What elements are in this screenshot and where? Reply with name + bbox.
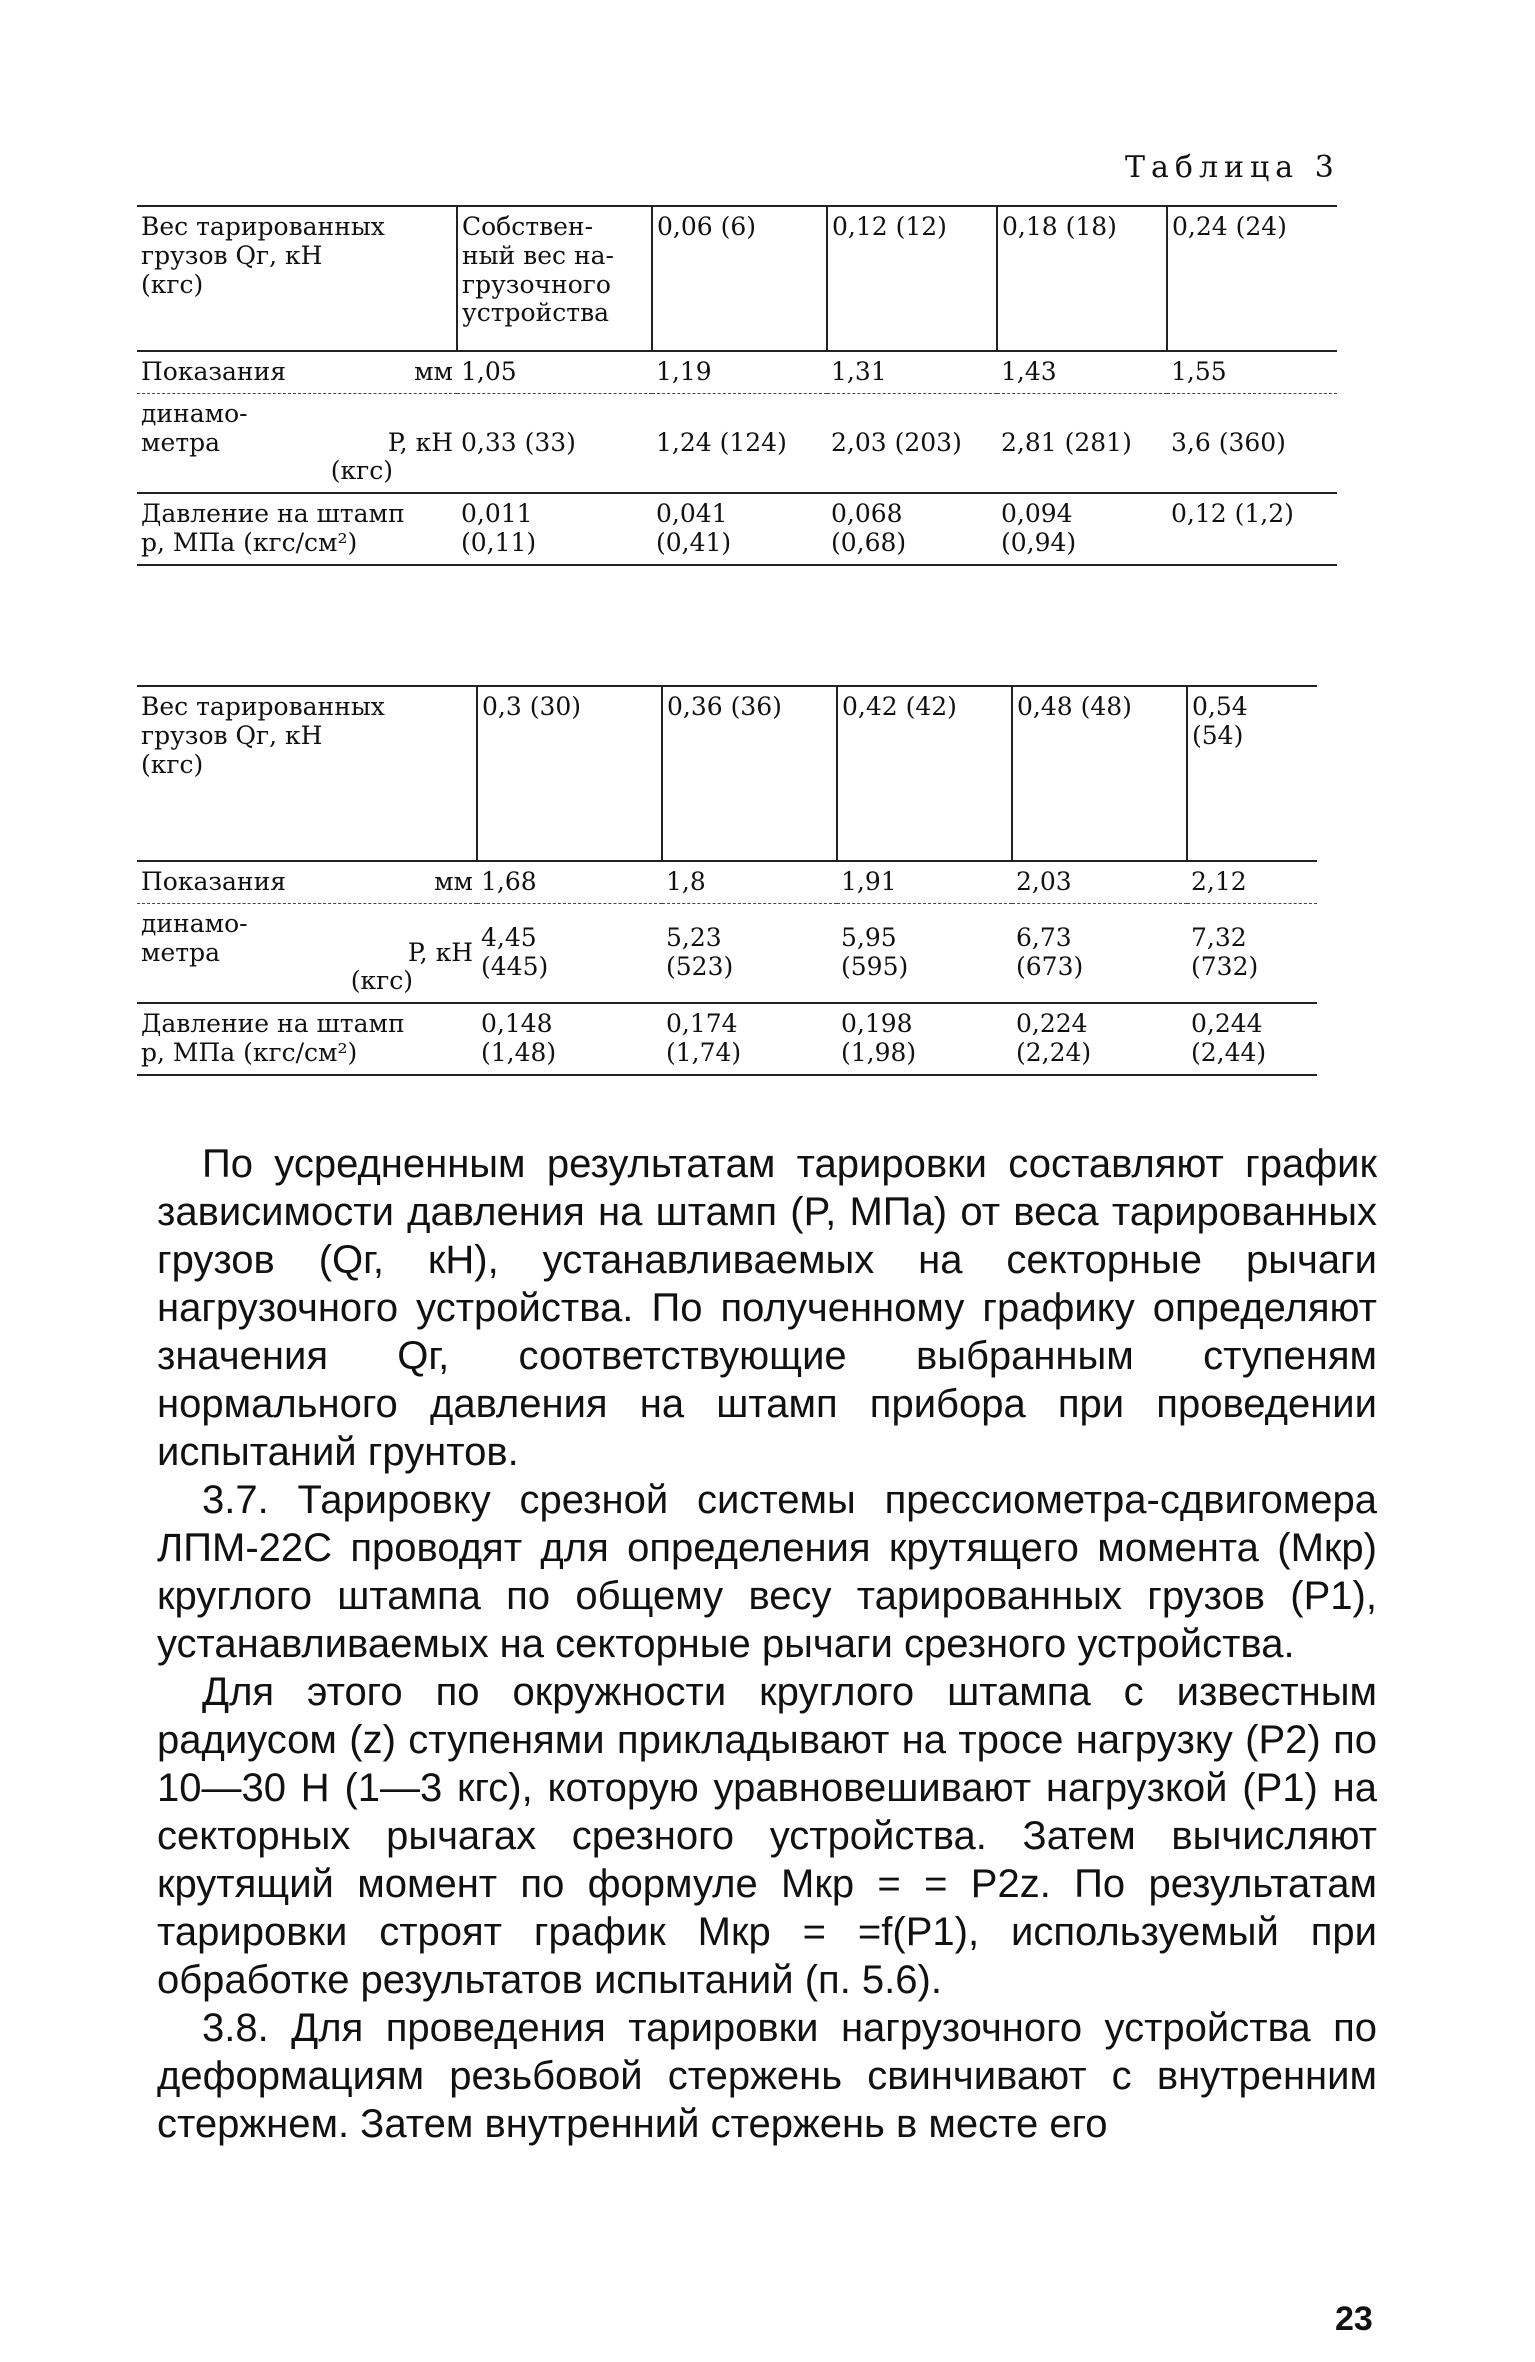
- row-label: метра: [141, 937, 220, 967]
- cell-value: 0,041: [656, 499, 728, 528]
- cell-value: (1,98): [841, 1037, 917, 1067]
- body-text: [157, 1140, 1377, 2148]
- row-unit: (кгс): [350, 966, 413, 996]
- own-weight-cell: [457, 206, 652, 351]
- header-value-cell: 0,12 (12): [827, 206, 997, 351]
- table-cell: [997, 493, 1167, 565]
- cell-value: (0,11): [461, 527, 537, 557]
- table-cell: [837, 903, 1012, 1003]
- cell-value: (2,44): [1191, 1037, 1267, 1067]
- cell-value: (0,68): [831, 527, 907, 557]
- row-unit: (кгс): [330, 456, 393, 486]
- table-cell: 2,12: [1187, 861, 1317, 903]
- table-cell: 1,68: [477, 861, 662, 903]
- table-cell: 1,55: [1167, 351, 1337, 393]
- table-cell: 2,81 (281): [997, 393, 1167, 493]
- cell-value: 0,224: [1016, 1009, 1088, 1038]
- table-cell: [837, 1003, 1012, 1075]
- cell-value: (595): [841, 951, 909, 981]
- cell-value: 0,094: [1001, 499, 1073, 528]
- cell-value: 7,32: [1191, 923, 1247, 953]
- row-label: метра: [141, 427, 220, 457]
- row-unit: P, кН: [387, 427, 453, 457]
- table-cell: [652, 493, 827, 565]
- header-value-cell: 0,18 (18): [997, 206, 1167, 351]
- pressure-row: [137, 1003, 1317, 1075]
- table-cell: 1,43: [997, 351, 1167, 393]
- row-unit: мм: [414, 357, 453, 386]
- cell-value: 0,244: [1191, 1009, 1263, 1038]
- header-value-cell: 0,3 (30): [477, 686, 662, 861]
- paragraph: По усредненным результатам тарировки составляют график зависимости давления на штамп (P, МПа) от веса тарированных грузов (Qг, кН), устанавливаемых на секторные рычаги нагрузочного устройства. По полученному графику определяют значения Qг, соответствующие выбранным ступеням нормального давления на штамп прибора при проведении испытаний грунтов.: [157, 1142, 1377, 1474]
- cell-value: 4,45: [481, 923, 537, 953]
- table-cell: 0,33 (33): [457, 393, 652, 493]
- table-cell: 3,6 (360): [1167, 393, 1337, 493]
- header-value-cell: [1187, 686, 1317, 861]
- weight-label-line: грузов Qг, кН: [141, 240, 323, 270]
- table-cell: 1,19: [652, 351, 827, 393]
- weight-label-cell: [137, 686, 477, 861]
- cell-value: 6,73: [1016, 923, 1072, 953]
- cell-value: (1,74): [666, 1037, 742, 1067]
- weight-label-line: грузов Qг, кН: [141, 720, 323, 750]
- cell-value: (523): [666, 951, 734, 981]
- dynamometer-mm-row: [137, 861, 1317, 903]
- weight-label-cell: [137, 206, 457, 351]
- cell-value: 0,068: [831, 499, 903, 528]
- own-weight-line: Собствен-: [462, 212, 594, 241]
- dynamometer-mm-row: [137, 351, 1337, 393]
- table-cell: [827, 493, 997, 565]
- row-label-cell: [137, 351, 457, 393]
- cell-value: 0,148: [481, 1009, 553, 1038]
- table-cell: [662, 903, 837, 1003]
- cell-value: (2,24): [1016, 1037, 1092, 1067]
- table-cell: 1,8: [662, 861, 837, 903]
- cell-value: 0,198: [841, 1009, 913, 1038]
- dynamometer-kn-row: [137, 903, 1317, 1003]
- header-value-cell: 0,48 (48): [1012, 686, 1187, 861]
- table-cell: 1,31: [827, 351, 997, 393]
- row-unit: мм: [434, 867, 473, 896]
- table-cell: [1187, 903, 1317, 1003]
- cell-value: 0,174: [666, 1009, 738, 1038]
- table-cell: [1187, 1003, 1317, 1075]
- row-label: динамо-: [141, 908, 248, 938]
- row-label: Давление на штамп: [141, 499, 405, 528]
- row-label: p, МПа (кгс/см²): [141, 1037, 358, 1067]
- header-value-cell: 0,42 (42): [837, 686, 1012, 861]
- cell-value: 5,95: [841, 923, 897, 953]
- table-cell: 2,03: [1012, 861, 1187, 903]
- cell-value: (732): [1191, 951, 1259, 981]
- table-caption: Таблица 3: [1125, 150, 1340, 185]
- table-cell: 1,24 (124): [652, 393, 827, 493]
- calibration-table-1: [137, 205, 1337, 566]
- cell-value: (673): [1016, 951, 1084, 981]
- table-cell: [477, 903, 662, 1003]
- paragraph: Для этого по окружности круглого штампа с известным радиусом (z) ступенями прикладывают на тросе нагрузку (P2) по 10—30 Н (1—3 кгс), которую уравновешивают нагрузкой (P1) на секторных рычагах срезного устройства. Затем вычисляют крутящий момент по формуле Mкр = = P2z. По результатам тарировки строят график Mкр = =f(P1), используемый при обработке результатов испытаний (п. 5.6).: [157, 1670, 1377, 2002]
- weight-label-line: (кгс): [141, 749, 204, 779]
- cell-value: (0,94): [1001, 527, 1077, 557]
- cell-value: 0,54: [1192, 692, 1248, 721]
- cell-value: 0,011: [461, 499, 533, 528]
- row-unit: P, кН: [407, 937, 473, 967]
- table-cell: [1012, 1003, 1187, 1075]
- header-value-cell: 0,24 (24): [1167, 206, 1337, 351]
- calibration-table-2: [137, 685, 1317, 1076]
- cell-value: (54): [1192, 720, 1244, 750]
- cell-value: (445): [481, 951, 549, 981]
- weight-label-line: (кгс): [141, 269, 204, 299]
- weight-label-line: Вес тарированных: [141, 212, 385, 241]
- page-number: 23: [1335, 2300, 1373, 2338]
- table-cell: [1167, 493, 1337, 565]
- paragraph: 3.7. Тарировку срезной системы прессиометра-сдвигомера ЛПМ-22С проводят для определения крутящего момента (Mкр) круглого штампа по общему весу тарированных грузов (P1), устанавливаемых на секторные рычаги срезного устройства.: [157, 1478, 1377, 1666]
- table-cell: 1,91: [837, 861, 1012, 903]
- row-label: Показания: [141, 867, 287, 896]
- row-label-cell: [137, 493, 457, 565]
- cell-value: 0,12 (1,2): [1171, 499, 1294, 528]
- header-value-cell: 0,36 (36): [662, 686, 837, 861]
- table-cell: [1012, 903, 1187, 1003]
- own-weight-line: устройства: [462, 298, 610, 328]
- row-label: Показания: [141, 357, 287, 386]
- pressure-row: [137, 493, 1337, 565]
- row-label: p, МПа (кгс/см²): [141, 527, 358, 557]
- cell-value: (1,48): [481, 1037, 557, 1067]
- weight-label-line: Вес тарированных: [141, 692, 385, 721]
- header-value-cell: 0,06 (6): [652, 206, 827, 351]
- row-label-cell: [137, 861, 477, 903]
- paragraph: 3.8. Для проведения тарировки нагрузочного устройства по деформациям резьбовой стержень свинчивают с внутренним стержнем. Затем внутренний стержень в месте его: [157, 2006, 1377, 2146]
- table-cell: [457, 493, 652, 565]
- own-weight-line: грузочного: [462, 269, 611, 299]
- row-label: Давление на штамп: [141, 1009, 405, 1038]
- table-cell: [662, 1003, 837, 1075]
- table-header-row: [137, 686, 1317, 861]
- table-cell: 2,03 (203): [827, 393, 997, 493]
- dynamometer-kn-row: [137, 393, 1337, 493]
- row-label-cell: [137, 1003, 477, 1075]
- own-weight-line: ный вес на-: [462, 240, 615, 270]
- table-cell: [477, 1003, 662, 1075]
- row-label-cell: [137, 903, 477, 1003]
- row-label: динамо-: [141, 398, 248, 428]
- table-cell: 1,05: [457, 351, 652, 393]
- cell-value: 5,23: [666, 923, 722, 953]
- table-header-row: [137, 206, 1337, 351]
- row-label-cell: [137, 393, 457, 493]
- cell-value: (0,41): [656, 527, 732, 557]
